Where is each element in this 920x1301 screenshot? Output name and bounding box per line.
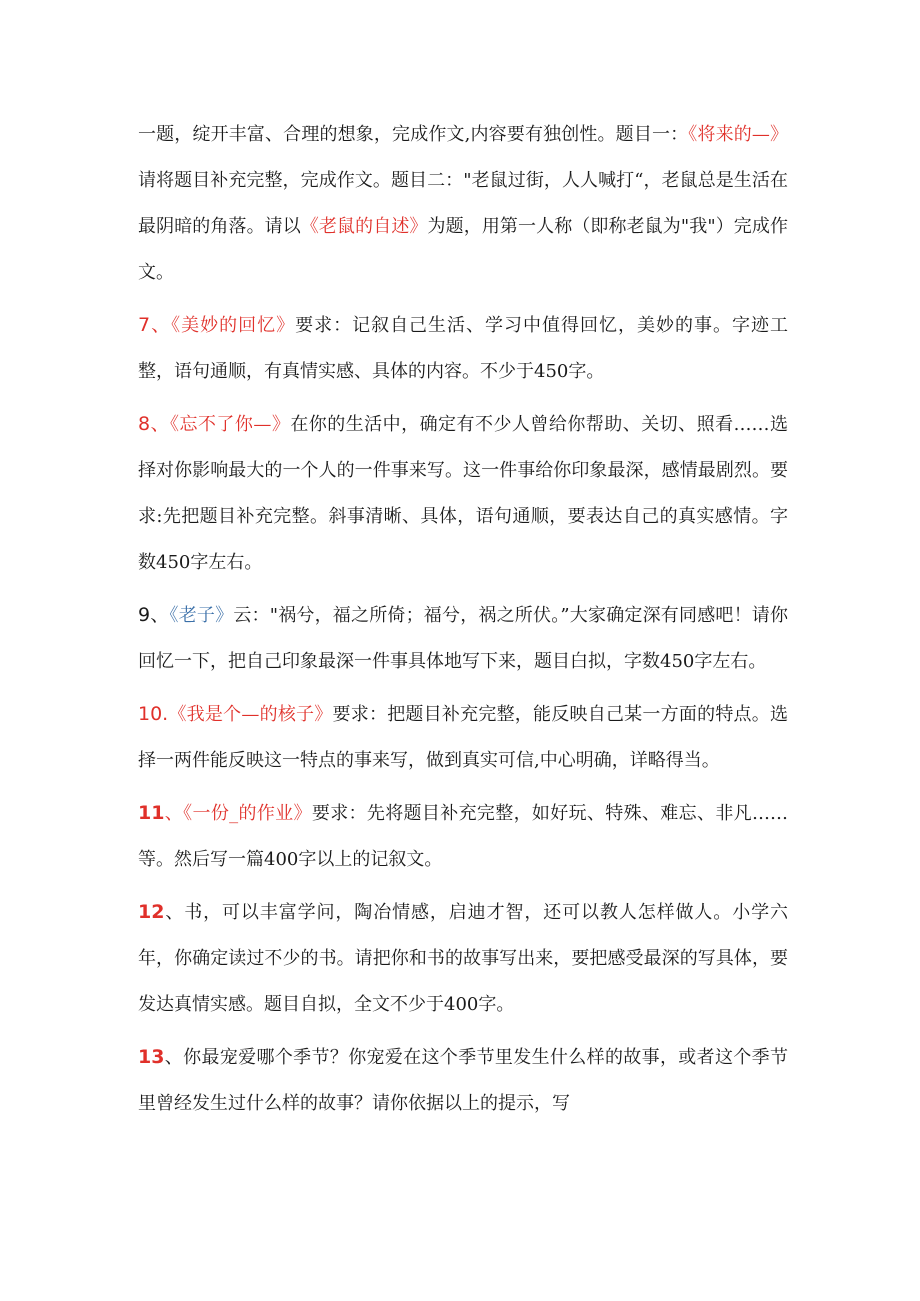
paragraph-text: 要求：把题目补充完整，能反映自己某一方面的特点。选择一两件能反映这一特点的事来写，做到真实可信,中心明确，详略得当。 <box>138 704 789 771</box>
paragraph-text: 要求：先将题目补充完整，如好玩、特殊、难忘、非凡……等。然后写一篇400字以上的记叙文。 <box>138 803 789 870</box>
item-number: 10. <box>138 703 169 725</box>
item-number: 9、 <box>138 604 170 626</box>
paragraph-text: 在你的生活中，确定有不少人曾给你帮助、关切、照看……选择对你影响最大的一个人的一件事来写。这一件事给你印象最深，感情最剧烈。要求:先把题目补充完整。斜事清晰、具体，语句通顺，要表达自己的真实感情。字数450字左右。 <box>138 414 789 573</box>
paragraph-text: 云："祸兮，福之所倚；福兮，祸之所伏。”大家确定深有同感吧！请你回忆一下，把自己印象最深一件事具体地写下来，题目白拟，字数450字左右。 <box>138 605 789 672</box>
paragraph-text: 一题，绽开丰富、合理的想象，完成作文,内容要有独创性。题目一： <box>138 124 689 145</box>
paragraph-7 <box>138 302 788 395</box>
paragraph-10 <box>138 691 788 784</box>
paragraph-6 <box>138 112 788 296</box>
document-body <box>138 112 788 1133</box>
item-number: 8、 <box>138 413 171 435</box>
paragraph-text: 请将题目补充完整，完成作文。题目二："老鼠过街，人人喊打“，老鼠总是生活在最阴暗的角落。请以 <box>138 170 788 237</box>
essay-title: 《美妙的回忆》 <box>171 315 296 336</box>
paragraph-8 <box>138 401 788 586</box>
essay-title: 《我是个—的核子》 <box>168 704 333 725</box>
paragraph-11 <box>138 790 788 883</box>
paragraph-text: 为题，用第一人称（即称老鼠为"我"）完成作文。 <box>138 216 788 283</box>
item-number: 7、 <box>138 314 172 336</box>
paragraph-text: 、书，可以丰富学问，陶冶情感，启迪才智，还可以教人怎样做人。小学六年，你确定读过不少的书。请把你和书的故事写出来，要把感受最深的写具体，要发达真情实感。题目自拟，全文不少于400字。 <box>138 902 788 1015</box>
item-number: 13 <box>138 1046 165 1068</box>
essay-title-future: 《将来的—》 <box>688 124 789 145</box>
essay-title: 《老子》 <box>169 605 234 626</box>
essay-title: 《一份_的作业》 <box>183 803 312 824</box>
item-separator: 、 <box>164 803 184 824</box>
item-number: 12 <box>138 901 165 923</box>
paragraph-12 <box>138 889 788 1028</box>
item-number: 11 <box>138 802 165 824</box>
essay-title-mouse: 《老鼠的自述》 <box>300 216 428 237</box>
paragraph-text: 、你最宠爱哪个季节？你宠爱在这个季节里发生什么样的故事，或者这个季节里曾经发生过什么样的故事？请你依据以上的提示，写 <box>138 1047 788 1114</box>
paragraph-13 <box>138 1034 788 1127</box>
paragraph-text: 要求：记叙自己生活、学习中值得回忆，美妙的事。字迹工整，语句通顺，有真情实感、具体的内容。不少于450字。 <box>138 315 789 382</box>
essay-title: 《忘不了你—》 <box>170 414 291 435</box>
paragraph-9 <box>138 592 788 685</box>
